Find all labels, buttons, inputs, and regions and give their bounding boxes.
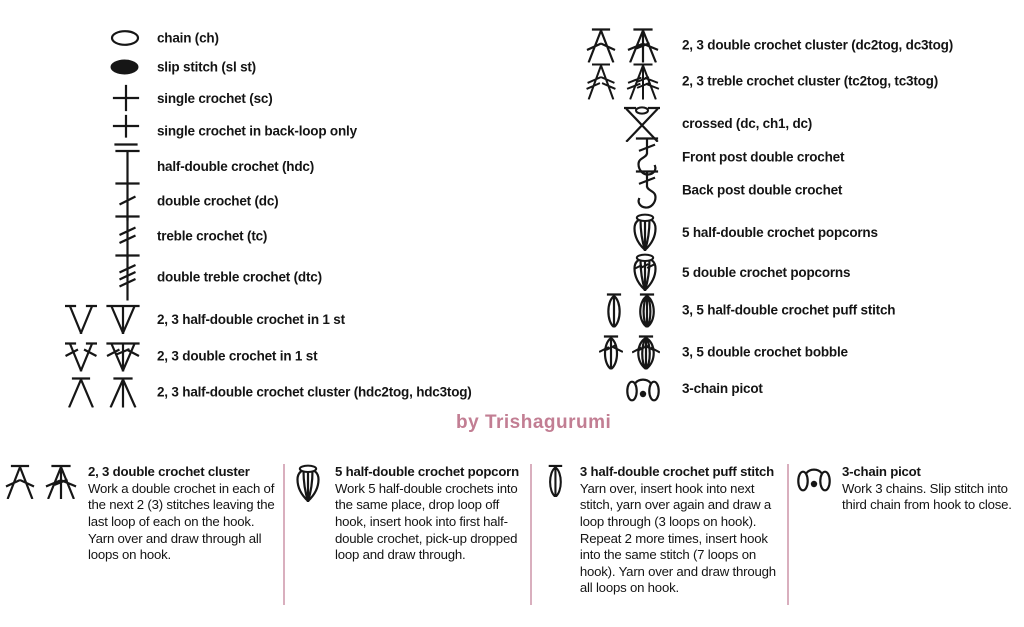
legend-row (512, 335, 848, 370)
detail-body: Yarn over, insert hook into next stitch, yarn over again and draw a loop through (3 loops on hook). Repeat 2 more times, insert hook into the same stitch (7 loops on hook). Yarn over and draw through all loops on hook. (579, 480, 776, 596)
slip-stitch-icon (109, 59, 140, 76)
symbol-group (0, 115, 140, 148)
symbol-group (512, 63, 660, 100)
legend-label: single crochet in back-loop only (157, 123, 357, 139)
legend-row (512, 28, 953, 63)
legend-label: 2, 3 double crochet cluster (dc2tog, dc3tog) (682, 37, 953, 53)
legend-row (0, 215, 267, 258)
dc3tog-icon (44, 464, 78, 499)
legend-label: single crochet (sc) (157, 90, 273, 106)
legend-row (0, 377, 472, 408)
legend-label: double crochet (dc) (157, 193, 279, 209)
legend-label: 3, 5 half-double crochet puff stitch (682, 302, 896, 318)
symbol-group (0, 215, 140, 258)
detail-title: 5 half-double crochet popcorn (335, 464, 519, 479)
legend-label: 2, 3 half-double crochet cluster (hdc2tog, hdc3tog) (157, 384, 472, 400)
legend-label: Front post double crochet (682, 149, 845, 165)
symbol-group (0, 30, 140, 47)
symbol-group (0, 254, 140, 301)
half-double-crochet-icon (115, 149, 140, 183)
bobble-dc3-icon (599, 335, 623, 370)
picot-icon (797, 464, 831, 492)
legend-label: Back post double crochet (682, 182, 843, 198)
popcorn-hdc5-icon (293, 464, 323, 502)
dc2-in-1-icon (65, 341, 97, 372)
legend-row (512, 213, 878, 251)
puff-hdc3-icon (603, 293, 625, 328)
legend-label: crossed (dc, ch1, dc) (682, 115, 813, 131)
detail-body: Work 5 half-double crochets into the same place, drop loop off hook, insert hook into first half-double crochet, pick-up dropped loop and draw through. (335, 480, 518, 563)
dc2tog-icon (4, 464, 36, 499)
symbol-group (545, 464, 566, 497)
symbol-group (0, 149, 140, 183)
puff-hdc5-icon (634, 293, 660, 328)
legend-row (512, 170, 842, 211)
symbol-group (293, 464, 323, 502)
dc3-in-1-icon (106, 341, 140, 372)
hdc3tog-icon (106, 377, 140, 408)
legend-label: treble crochet (tc) (157, 228, 268, 244)
legend-label: 2, 3 treble crochet cluster (tc2tog, tc3tog) (682, 73, 939, 89)
symbol-group (512, 213, 660, 251)
single-crochet-icon (112, 84, 140, 112)
legend-row (0, 84, 273, 112)
legend-row (0, 115, 357, 148)
legend-row (0, 304, 345, 334)
symbol-group (0, 84, 140, 112)
hdc3-in-1-icon (106, 304, 140, 334)
legend-row (512, 63, 938, 100)
legend-row (0, 254, 322, 301)
vertical-divider (787, 464, 789, 605)
legend-label: slip stitch (sl st) (157, 59, 256, 75)
chain-icon (110, 30, 140, 47)
legend-label: 3, 5 double crochet bobble (682, 344, 848, 360)
legend-row (0, 341, 317, 372)
legend-label: 3-chain picot (682, 380, 763, 396)
tc2tog-icon (585, 63, 617, 100)
symbol-group (0, 59, 140, 76)
legend-row (0, 149, 314, 183)
detail-title: 3-chain picot (842, 464, 921, 479)
detail-body: Work a double crochet in each of the next 2 (3) stitches leaving the last loop of each on the hook. Yarn over and draw through all loops on hook. (88, 480, 275, 563)
symbol-group (512, 170, 660, 211)
puff-hdc3-icon (545, 464, 566, 497)
legend-label: chain (ch) (157, 30, 219, 46)
symbol-group (512, 335, 660, 370)
detail-block (293, 464, 519, 564)
symbol-group (512, 28, 660, 63)
legend-label: double treble crochet (dtc) (157, 269, 322, 285)
detail-block (797, 464, 1020, 514)
symbol-group (0, 341, 140, 372)
vertical-divider (283, 464, 285, 605)
treble-crochet-icon (115, 215, 140, 258)
detail-block (545, 464, 777, 597)
vertical-divider (530, 464, 532, 605)
symbol-group (0, 377, 140, 408)
credit-text: by Trishagurumi (456, 412, 612, 433)
tc3tog-icon (626, 63, 660, 100)
dc2tog-icon (585, 28, 617, 63)
legend-label: 2, 3 double crochet in 1 st (157, 348, 318, 364)
symbol-group (512, 374, 660, 402)
legend-label: 5 double crochet popcorns (682, 264, 851, 280)
popcorn-dc5-icon (630, 253, 660, 291)
legend-row (512, 253, 850, 291)
legend-row (0, 30, 219, 47)
popcorn-hdc5-icon (630, 213, 660, 251)
detail-block (4, 464, 280, 564)
picot-icon (626, 374, 660, 402)
hdc2-in-1-icon (65, 304, 97, 334)
dc3tog-icon (626, 28, 660, 63)
detail-title: 3 half-double crochet puff stitch (579, 464, 775, 479)
hdc2tog-icon (65, 377, 97, 408)
detail-title: 2, 3 double crochet cluster (88, 464, 250, 479)
back-post-dc-icon (634, 170, 660, 211)
symbol-group (512, 293, 660, 328)
legend-label: half-double crochet (hdc) (157, 158, 315, 174)
double-treble-crochet-icon (115, 254, 140, 301)
legend-row (0, 59, 256, 76)
bobble-dc5-icon (632, 335, 660, 370)
symbol-group (512, 253, 660, 291)
legend-label: 5 half-double crochet popcorns (682, 224, 878, 240)
legend-label: 2, 3 half-double crochet in 1 st (157, 311, 345, 327)
detail-body: Work 3 chains. Slip stitch into third chain from hook to close. (842, 480, 1012, 513)
legend-row (512, 374, 763, 402)
single-crochet-back-loop-icon (112, 115, 140, 148)
symbol-group (4, 464, 78, 499)
symbol-group (797, 464, 831, 492)
legend-row (512, 293, 895, 328)
symbol-group (0, 304, 140, 334)
